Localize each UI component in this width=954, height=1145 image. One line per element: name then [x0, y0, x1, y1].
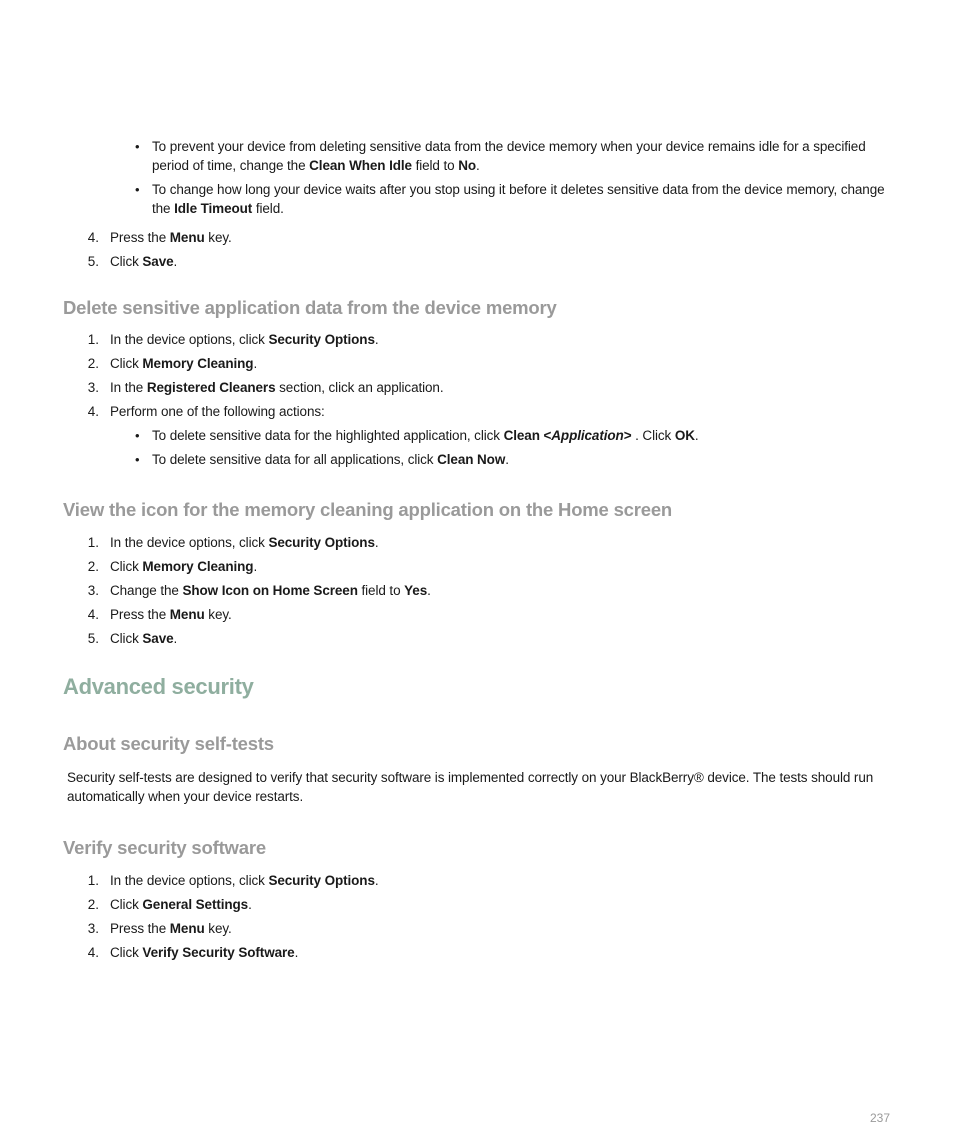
- paragraph: Security self-tests are designed to verify that security software is implemented correctly on your BlackBerry® device. The tests should run automatically when your device restarts.: [67, 770, 874, 804]
- bullet-text: To change how long your device waits after you stop using it before it deletes sensitive data from the device memory, change the Idle Timeout field.: [152, 182, 885, 216]
- step-number: 2.: [87, 559, 99, 574]
- step-text: Perform one of the following actions:: [110, 404, 325, 419]
- step-text: Click Verify Security Software.: [110, 945, 299, 960]
- step-number: 1.: [87, 332, 99, 347]
- section-heading: Delete sensitive application data from the device memory: [63, 297, 557, 318]
- step-number: 4.: [87, 404, 99, 419]
- bullet-dot: •: [135, 139, 140, 154]
- step-text: In the device options, click Security Options.: [110, 332, 379, 347]
- step-number: 3.: [87, 583, 99, 598]
- step-text: Click Save.: [110, 631, 178, 646]
- step-text: Press the Menu key.: [110, 230, 232, 245]
- bullet-text: To delete sensitive data for all applications, click Clean Now.: [152, 452, 509, 467]
- step-text: Click Memory Cleaning.: [110, 559, 258, 574]
- step-text: Change the Show Icon on Home Screen field to Yes.: [110, 583, 431, 598]
- step-text: Press the Menu key.: [110, 607, 232, 622]
- step-number: 3.: [87, 380, 99, 395]
- section-heading: About security self-tests: [63, 733, 274, 754]
- step-number: 1.: [87, 873, 99, 888]
- bullet-dot: •: [135, 182, 140, 197]
- step-text: Click Save.: [110, 254, 178, 269]
- step-number: 1.: [87, 535, 99, 550]
- step-number: 4.: [87, 607, 99, 622]
- bullet-text: To prevent your device from deleting sensitive data from the device memory when your device remains idle for a specified period of time, change the Clean When Idle field to No.: [152, 139, 866, 173]
- step-number: 4.: [87, 945, 99, 960]
- step-number: 3.: [87, 921, 99, 936]
- step-number: 5.: [87, 254, 99, 269]
- step-text: In the device options, click Security Options.: [110, 535, 379, 550]
- page-number: 237: [869, 1111, 890, 1125]
- step-number: 2.: [87, 897, 99, 912]
- section-heading: View the icon for the memory cleaning application on the Home screen: [63, 499, 673, 520]
- section-heading: Verify security software: [63, 837, 266, 858]
- step-text: In the Registered Cleaners section, click an application.: [110, 380, 444, 395]
- bullet-dot: •: [135, 452, 140, 467]
- bullet-text: To delete sensitive data for the highlighted application, click Clean <Application> . Click OK.: [152, 428, 699, 443]
- step-text: In the device options, click Security Options.: [110, 873, 379, 888]
- step-text: Press the Menu key.: [110, 921, 232, 936]
- bullet-dot: •: [135, 428, 140, 443]
- step-number: 5.: [87, 631, 99, 646]
- chapter-heading: Advanced security: [63, 674, 254, 699]
- step-number: 2.: [87, 356, 99, 371]
- step-text: Click General Settings.: [110, 897, 252, 912]
- step-number: 4.: [87, 230, 99, 245]
- step-text: Click Memory Cleaning.: [110, 356, 258, 371]
